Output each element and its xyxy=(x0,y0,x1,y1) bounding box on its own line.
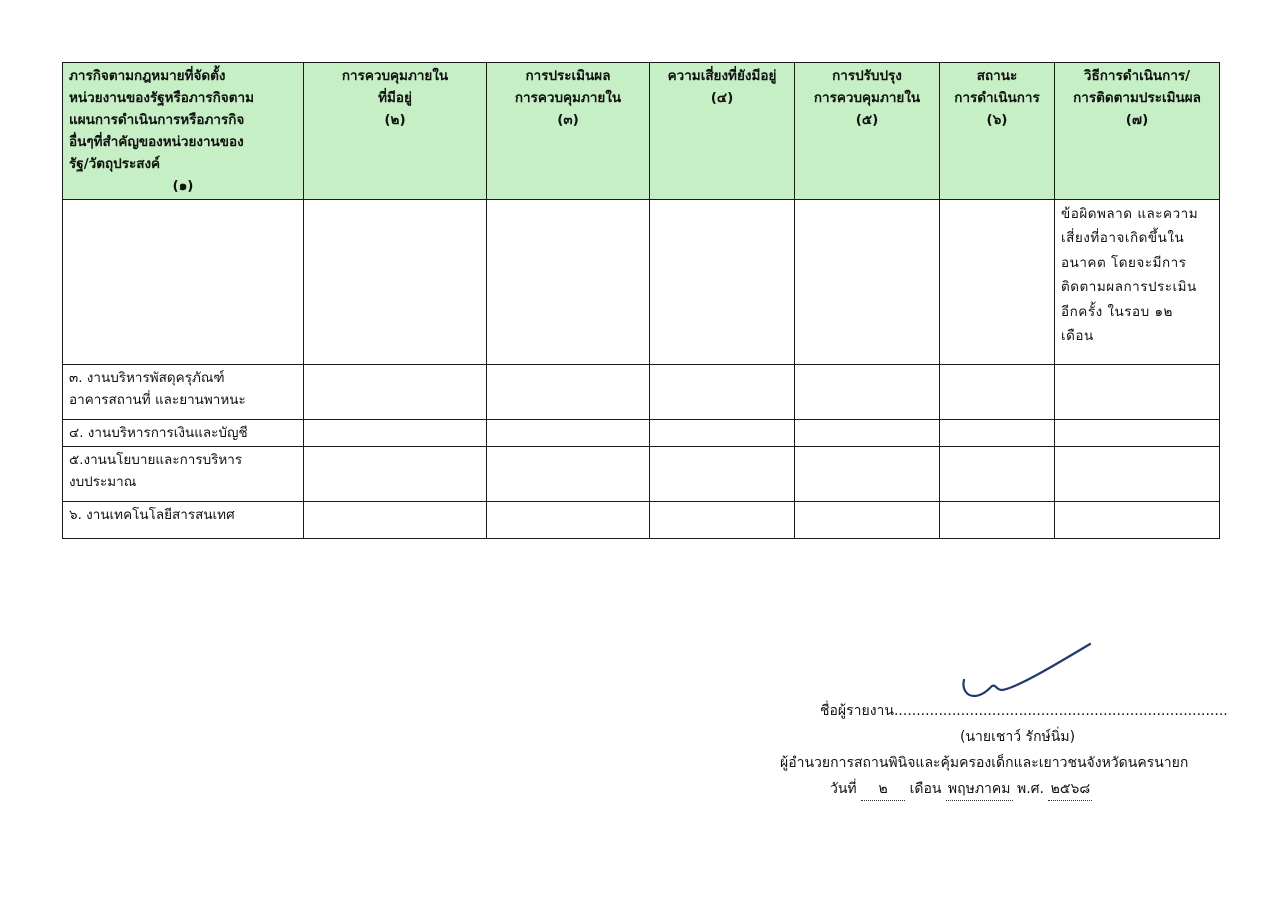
header-col-existing-control xyxy=(304,63,487,200)
header-text: การติดตามประเมินผล xyxy=(1073,90,1201,106)
reporter-line xyxy=(820,700,1228,722)
mission-text: ๓. งานบริหารพัสดุครุภัณฑ์ xyxy=(69,370,225,386)
table-cell xyxy=(1055,365,1220,420)
table-cell xyxy=(304,502,487,539)
header-text: การควบคุมภายใน xyxy=(813,90,921,106)
table-cell xyxy=(1055,447,1220,502)
header-text: การประเมินผล xyxy=(525,68,611,84)
table-cell xyxy=(795,447,940,502)
table-cell xyxy=(304,200,487,365)
mission-text: อาคารสถานที่ และยานพาหนะ xyxy=(69,392,246,408)
mission-cell xyxy=(63,447,304,502)
table-row xyxy=(63,420,1220,447)
header-col-control-evaluation xyxy=(487,63,650,200)
header-col-mission xyxy=(63,63,304,200)
header-text: หน่วยงานของรัฐหรือภารกิจตาม xyxy=(69,90,254,106)
header-text: การปรับปรุง xyxy=(832,68,902,84)
header-text: รัฐ/วัตถุประสงค์ xyxy=(69,156,161,172)
header-text: การดำเนินการ xyxy=(954,90,1040,106)
table-cell xyxy=(650,502,795,539)
date-month: พฤษภาคม xyxy=(946,778,1013,801)
table-cell xyxy=(304,420,487,447)
note-line: อนาคต โดยจะมีการ xyxy=(1061,254,1187,271)
table-cell xyxy=(63,200,304,365)
mission-cell xyxy=(63,502,304,539)
header-col-method-followup xyxy=(1055,63,1220,200)
header-number: (๓) xyxy=(557,112,579,128)
table-cell xyxy=(795,365,940,420)
table-row xyxy=(63,365,1220,420)
note-line: เสี่ยงที่อาจเกิดขึ้นใน xyxy=(1061,230,1185,247)
header-text: การควบคุมภายใน xyxy=(341,68,449,84)
mission-text: งบประมาณ xyxy=(69,474,137,490)
note-line: ข้อผิดพลาด และความ xyxy=(1061,206,1199,222)
note-line: ติดตามผลการประเมิน xyxy=(1061,279,1197,296)
reporter-position: ผู้อำนวยการสถานพินิจและคุ้มครองเด็กและเยาวชนจังหวัดนครนายก xyxy=(780,755,1189,771)
header-number: (๒) xyxy=(384,112,406,128)
table-row xyxy=(63,502,1220,539)
month-label: เดือน xyxy=(909,781,942,797)
table-cell xyxy=(650,200,795,365)
table-cell xyxy=(487,200,650,365)
reporter-dots: ........................................................................... xyxy=(893,703,1228,719)
table-cell xyxy=(650,365,795,420)
table-cell xyxy=(795,200,940,365)
header-text: วิธีการดำเนินการ/ xyxy=(1083,68,1191,84)
table-cell xyxy=(1055,420,1220,447)
header-text: สถานะ xyxy=(976,68,1018,84)
header-number: (๑) xyxy=(172,178,194,194)
table-cell xyxy=(795,502,940,539)
header-number: (๔) xyxy=(710,90,734,106)
year-label: พ.ศ. xyxy=(1016,781,1044,797)
date-year: ๒๕๖๘ xyxy=(1048,778,1092,801)
report-date xyxy=(830,778,1092,801)
header-text: ที่มีอยู่ xyxy=(378,90,412,106)
followup-note-cell xyxy=(1055,200,1220,365)
table-cell xyxy=(304,447,487,502)
table-cell xyxy=(487,365,650,420)
table-row xyxy=(63,447,1220,502)
mission-text: ๖. งานเทคโนโลยีสารสนเทศ xyxy=(69,507,235,523)
header-text: ความเสี่ยงที่ยังมีอยู่ xyxy=(667,68,777,84)
table-cell xyxy=(940,502,1055,539)
table-cell xyxy=(487,447,650,502)
table-header-row xyxy=(63,63,1220,200)
risk-assessment-table xyxy=(62,62,1220,539)
header-col-remaining-risk xyxy=(650,63,795,200)
header-text: ภารกิจตามกฎหมายที่จัดตั้ง xyxy=(69,68,226,84)
note-line: อีกครั้ง ในรอบ ๑๒ xyxy=(1061,303,1173,320)
header-col-status xyxy=(940,63,1055,200)
reporter-label: ชื่อผู้รายงาน xyxy=(820,703,894,719)
header-number: (๖) xyxy=(986,112,1008,128)
date-day: ๒ xyxy=(861,778,905,801)
header-text: แผนการดำเนินการหรือภารกิจ xyxy=(69,112,245,128)
header-text: การควบคุมภายใน xyxy=(514,90,622,106)
signature-block xyxy=(760,640,1230,810)
note-line: เดือน xyxy=(1061,328,1094,345)
mission-cell xyxy=(63,365,304,420)
mission-text: ๕.งานนโยบายและการบริหาร xyxy=(69,452,243,468)
header-col-control-improvement xyxy=(795,63,940,200)
table-cell xyxy=(650,447,795,502)
header-text: อื่นๆที่สำคัญของหน่วยงานของ xyxy=(69,134,244,150)
header-number: (๕) xyxy=(855,112,879,128)
table-cell xyxy=(940,447,1055,502)
table-row xyxy=(63,200,1220,365)
table-cell xyxy=(940,420,1055,447)
date-label: วันที่ xyxy=(830,781,857,797)
table-cell xyxy=(1055,502,1220,539)
table-cell xyxy=(795,420,940,447)
table-cell xyxy=(940,365,1055,420)
table-cell xyxy=(487,420,650,447)
reporter-name: (นายเชาว์ รักษ์นิ่ม) xyxy=(960,729,1076,745)
table-cell xyxy=(940,200,1055,365)
mission-text: ๔. งานบริหารการเงินและบัญชี xyxy=(69,425,248,441)
table-cell xyxy=(304,365,487,420)
table-cell xyxy=(650,420,795,447)
header-number: (๗) xyxy=(1125,112,1149,128)
mission-cell xyxy=(63,420,304,447)
table-cell xyxy=(487,502,650,539)
